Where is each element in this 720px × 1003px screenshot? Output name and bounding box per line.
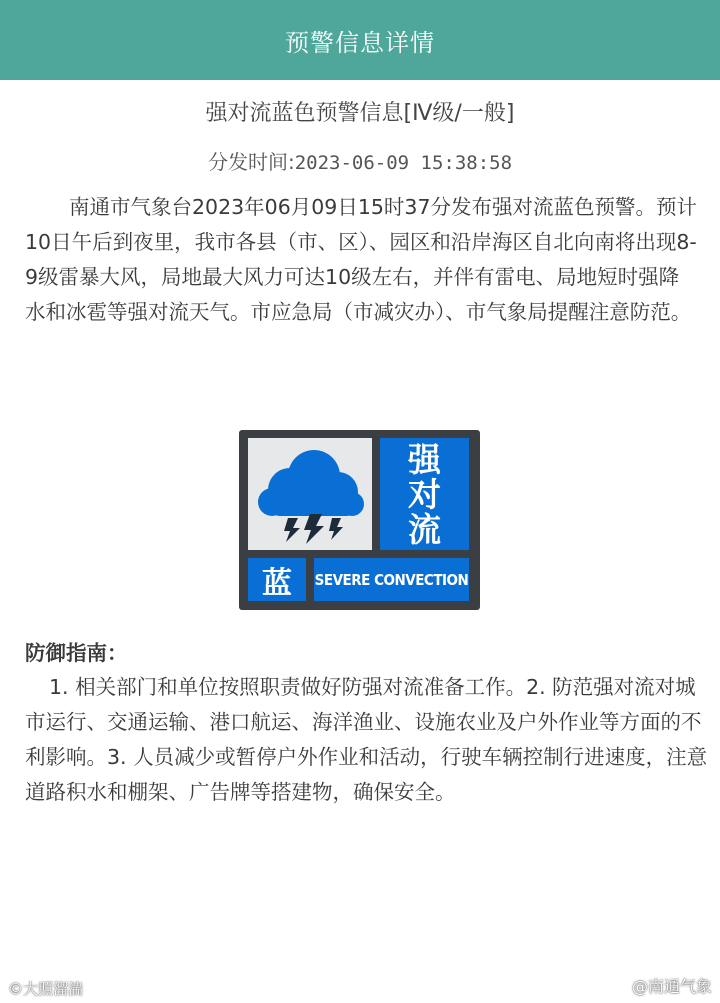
sign-type-char: 强 [408,439,441,479]
page-title: 预警信息详情 [285,28,435,57]
guide-heading: 防御指南： [25,641,128,665]
sign-type-char: 对 [408,474,441,514]
thunderstorm-cloud-icon [248,438,372,550]
watermark-right: @南通气象 [631,977,712,996]
sign-type-char: 流 [408,509,441,549]
sign-type-english: SEVERE CONVECTION [314,558,469,601]
issue-time-value: 2023-06-09 15:38:58 [294,152,513,174]
issue-time [0,146,720,175]
watermark-left: ©大照溜湍 [8,980,84,998]
issue-time-label: 分发时间: [207,150,295,174]
warning-sign [239,430,480,610]
sign-level-badge: 蓝 [248,558,306,601]
sign-icon-panel [248,438,372,550]
warning-title: 强对流蓝色预警信息[Ⅳ级/一般] [205,101,515,126]
guide-text: 1. 相关部门和单位按照职责做好防强对流准备工作。2. 防范强对流对城市运行、交通运输、港口航运、海洋渔业、设施农业及户外作业等方面的不利影响。3. 人员减少或暂停户外作业和活动，行驶车辆控制行进速度，注意道路积水和棚架、广告牌等搭建物，确保安全。 [25,675,708,804]
header-bar [0,0,720,80]
sign-type-panel [380,438,469,550]
warning-body: 南通市气象台2023年06月09日15时37分发布强对流蓝色预警。预计10日午后到夜里，我市各县（市、区）、园区和沿岸海区自北向南将出现8-9级雷暴大风，局地最大风力可达10级左右，并伴有雷电、局地短时强降水和冰雹等强对流天气。市应急局（市减灾办）、市气象局提醒注意防范。 [25,195,698,324]
